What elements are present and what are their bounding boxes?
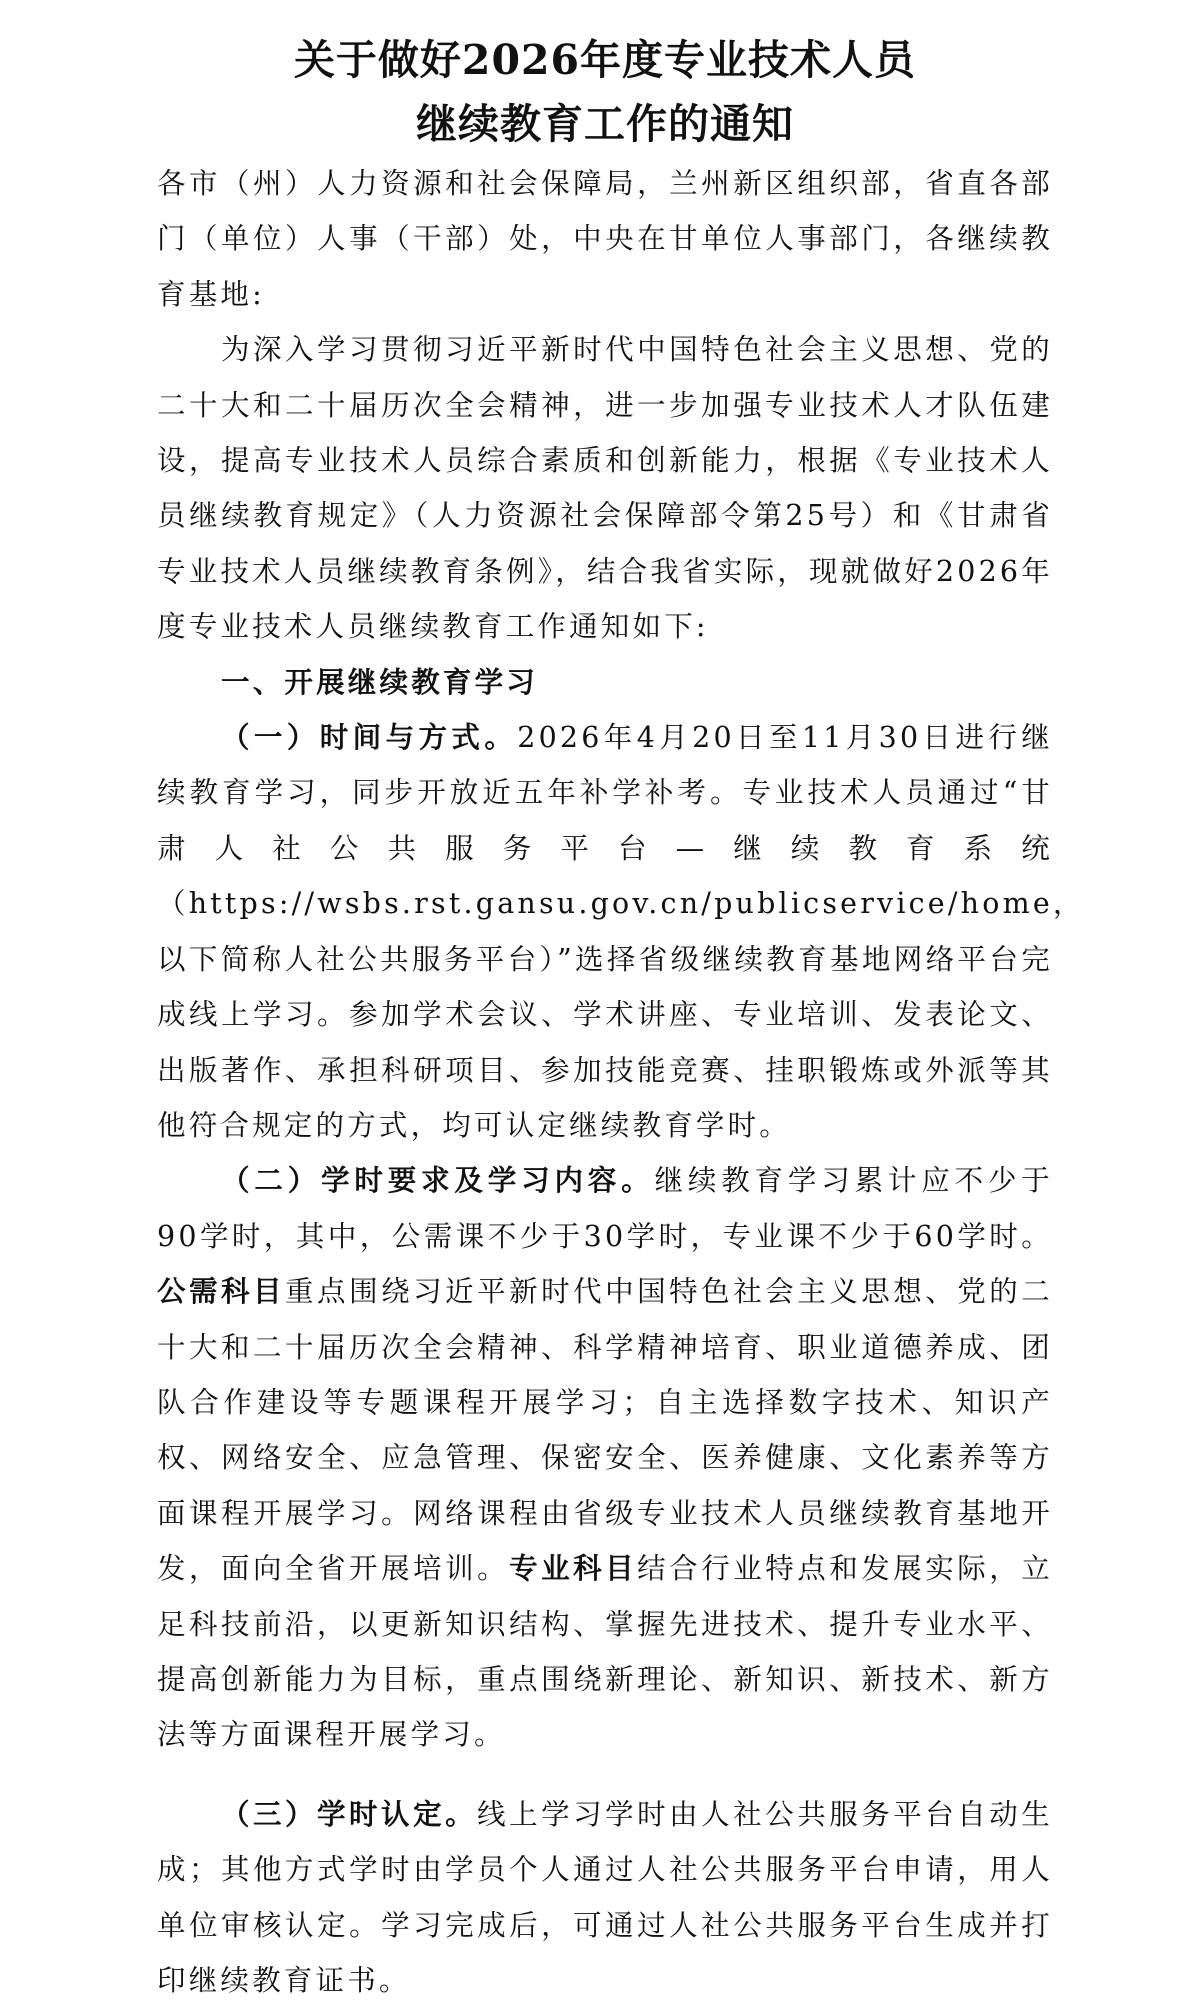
- item-2-text-a: 继续教育学习累计应不少于90学时，其中，公需课不少于30学时，专业课不少于60学时。: [157, 1164, 1053, 1253]
- item-1-lead: （一）时间与方式。: [221, 720, 518, 755]
- item-1-paragraph: [157, 710, 1085, 1153]
- title-line-2: 继续教育工作的通知: [416, 100, 794, 148]
- item-2-text-c: 重点围绕习近平新时代中国特色社会主义思想、党的二十大和二十届历次全会精神、科学精神培育、职业道德养成、团队合作建设等专题课程开展学习；自主选择数字技术、知识产权、网络安全、应急管理、保密安全、医养健康、文化素养等方面课程开展学习。网络课程由省级专业技术人员继续教育基地开发，面向全省开展培训。: [157, 1275, 1053, 1586]
- item-2-text-e: 结合行业特点和发展实际，立足科技前沿，以更新知识结构、掌握先进技术、提升专业水平、提高创新能力为目标，重点围绕新理论、新知识、新技术、新方法等方面课程开展学习。: [157, 1552, 1053, 1752]
- item-2-bold-professional: 专业科目: [509, 1552, 638, 1586]
- section-1-heading: 一、开展继续教育学习: [221, 665, 539, 699]
- item-2-paragraph: [157, 1153, 1053, 1762]
- item-3-paragraph: [157, 1787, 1053, 2008]
- document-title: [157, 28, 1053, 156]
- item-2-bold-public: 公需科目: [157, 1275, 286, 1309]
- item-2-lead: （二）学时要求及学习内容。: [221, 1163, 655, 1198]
- item-3-lead: （三）学时认定。: [221, 1796, 478, 1831]
- intro-paragraph: 为深入学习贯彻习近平新时代中国特色社会主义思想、党的二十大和二十届历次全会精神，进一步加强专业技术人才队伍建设，提高专业技术人员综合素质和创新能力，根据《专业技术人员继续教育规定》（人力资源社会保障部令第25号）和《甘肃省专业技术人员继续教育条例》，结合我省实际，现就做好2026年度专业技术人员继续教育工作通知如下:: [157, 333, 1053, 644]
- addressee-paragraph: 各市（州）人力资源和社会保障局，兰州新区组织部，省直各部门（单位）人事（干部）处，中央在甘单位人事部门，各继续教育基地:: [157, 167, 1053, 311]
- item-3-text: 线上学习学时由人社公共服务平台自动生成；其他方式学时由学员个人通过人社公共服务平台申请，用人单位审核认定。学习完成后，可通过人社公共服务平台生成并打印继续教育证书。: [157, 1797, 1053, 1997]
- title-line-1: 关于做好2026年度专业技术人员: [293, 36, 917, 84]
- item-1-text: 2026年4月20日至11月30日进行继续教育学习，同步开放近五年补学补考。专业技术人员通过“甘肃人社公共服务平台—继续教育系统（https://wsbs.rst.gansu.gov.cn/publicservice/home，以下简称人社公共服务平台）”选择省级继续教育基地网络平台完成线上学习。参加学术会议、学术讲座、专业培训、发表论文、出版著作、承担科研项目、参加技能竞赛、挂职锻炼或外派等其他符合规定的方式，均可认定继续教育学时。: [157, 721, 1085, 1142]
- document-page: [157, 28, 1085, 2008]
